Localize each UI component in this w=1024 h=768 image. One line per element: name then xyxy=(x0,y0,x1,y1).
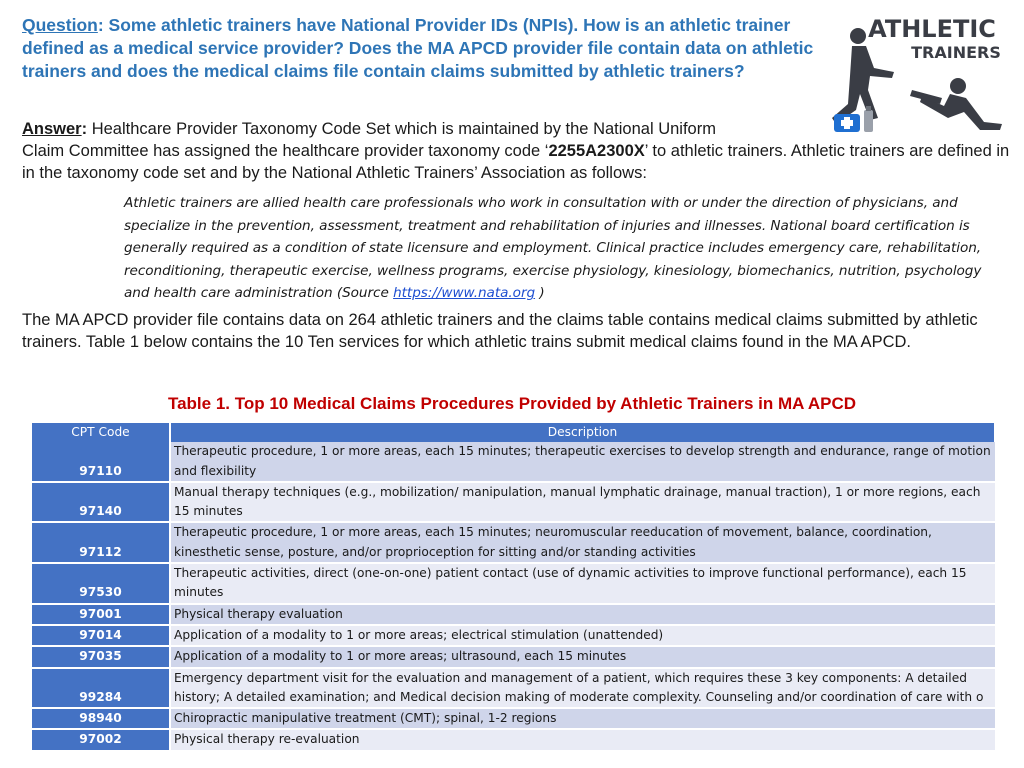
description-cell: Therapeutic activities, direct (one-on-one) patient contact (use of dynamic activities to improve functional performance), each 15 minutes xyxy=(170,563,995,604)
table-row xyxy=(32,482,995,523)
table-row xyxy=(32,522,995,563)
first-aid-kit-icon xyxy=(834,114,860,132)
cpt-code-cell: 99284 xyxy=(32,668,170,709)
cpt-code-cell: 97001 xyxy=(32,604,170,625)
question-label: Question xyxy=(22,15,98,35)
quote-close: ) xyxy=(535,285,545,301)
answer-label: Answer xyxy=(22,120,82,138)
injured-athlete-icon xyxy=(910,78,1002,130)
description-cell: Therapeutic procedure, 1 or more areas, each 15 minutes; neuromuscular reeducation of movement, balance, coordination, kinesthetic sense, posture, and/or proprioception for sitting and/or standing activities xyxy=(170,522,995,563)
nata-definition-quote xyxy=(124,192,1004,305)
table-row xyxy=(32,729,995,750)
description-cell: Application of a modality to 1 or more areas; electrical stimulation (unattended) xyxy=(170,625,995,646)
description-cell: Therapeutic procedure, 1 or more areas, each 15 minutes; therapeutic exercises to develop strength and endurance, range of motion and flexibility xyxy=(170,442,995,482)
table-header-row xyxy=(32,423,995,442)
description-cell: Physical therapy evaluation xyxy=(170,604,995,625)
athletic-trainers-logo xyxy=(816,6,1006,136)
cpt-code-cell: 97110 xyxy=(32,442,170,482)
table-row xyxy=(32,708,995,729)
answer-text-line2: Claim Committee has assigned the healthcare provider taxonomy code ‘ xyxy=(22,142,549,160)
cpt-code-cell: 97014 xyxy=(32,625,170,646)
answer-text-after: ’ to athletic trainers. Athletic trainers are defined in in the taxonomy code set and by the National Athletic Trainers’ Association as follows: xyxy=(22,142,1010,182)
quote-text: Athletic trainers are allied health care professionals who work in consultation with or under the direction of physicians, and specialize in the prevention, assessment, treatment and rehabilitation of injuries and illnesses. National board certification is generally required as a condition of state licensure and employment. Clinical practice includes emergency care, rehabilitation, reconditioning, therapeutic exercise, wellness programs, exercise physiology, kinesiology, biomechanics, nutrition, psychology and health care administration (Source xyxy=(124,195,982,301)
claims-table xyxy=(32,423,996,752)
description-cell: Manual therapy techniques (e.g., mobilization/ manipulation, manual lymphatic drainage, manual traction), 1 or more regions, each 15 minutes xyxy=(170,482,995,523)
description-cell: Application of a modality to 1 or more areas; ultrasound, each 15 minutes xyxy=(170,646,995,667)
header-description: Description xyxy=(170,423,995,442)
logo-line1: ATHLETIC xyxy=(868,15,996,43)
summary-paragraph: The MA APCD provider file contains data on 264 athletic trainers and the claims table contains medical claims submitted by athletic trainers. Table 1 below contains the 10 Ten services for which athletic trains submit medical claims found in the MA APCD. xyxy=(22,311,978,351)
logo-line2: TRAINERS xyxy=(911,43,1001,62)
table-row xyxy=(32,442,995,482)
source-link[interactable]: https://www.nata.org xyxy=(393,285,536,301)
table-row xyxy=(32,625,995,646)
cpt-code-cell: 97035 xyxy=(32,646,170,667)
header-cpt-code: CPT Code xyxy=(32,423,170,442)
description-cell: Emergency department visit for the evaluation and management of a patient, which requires these 3 key components: A detailed history; A detailed examination; and Medical decision making of moderate complexity. Counseling and/or coordination of care with o xyxy=(170,668,995,709)
cpt-code-cell: 97112 xyxy=(32,522,170,563)
cpt-code-cell: 97002 xyxy=(32,729,170,750)
table-row xyxy=(32,646,995,667)
table-row xyxy=(32,604,995,625)
question-paragraph xyxy=(22,14,822,83)
description-cell: Physical therapy re-evaluation xyxy=(170,729,995,750)
table-row xyxy=(32,563,995,604)
description-cell: Chiropractic manipulative treatment (CMT); spinal, 1-2 regions xyxy=(170,708,995,729)
answer-text-before: Healthcare Provider Taxonomy Code Set which is maintained by the National Uniform xyxy=(87,120,716,138)
table-title: Table 1. Top 10 Medical Claims Procedures Provided by Athletic Trainers in MA APCD xyxy=(167,394,857,413)
taxonomy-code: 2255A2300X xyxy=(548,142,645,160)
cpt-code-cell: 97530 xyxy=(32,563,170,604)
cpt-code-cell: 97140 xyxy=(32,482,170,523)
cpt-code-cell: 98940 xyxy=(32,708,170,729)
answer-colon: : xyxy=(81,120,88,138)
table-row xyxy=(32,668,995,709)
question-text: : Some athletic trainers have National Provider IDs (NPIs). How is an athletic trainer defined as a medical service provider? Does the MA APCD provider file contain data on athletic trainers and does the medical claims file contain claims submitted by athletic trainers? xyxy=(22,15,814,81)
